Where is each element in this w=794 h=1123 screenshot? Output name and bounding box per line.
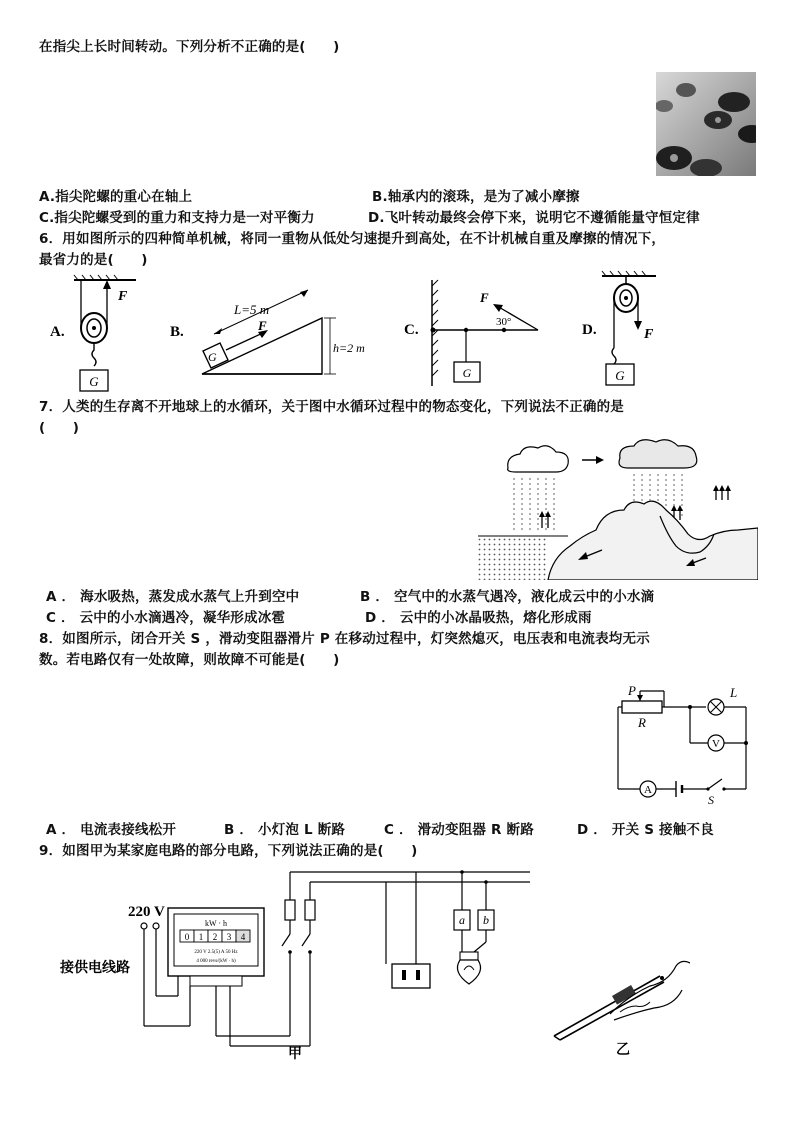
q6b-height-label: h=2 m [333, 341, 365, 355]
home-circuit-figure [40, 866, 690, 1066]
q6a-weight-label: G [89, 374, 99, 389]
q8-r-label: R [638, 715, 646, 730]
q6a-force-label: F [118, 289, 128, 304]
q8-switch-label: S [708, 793, 714, 805]
q6d-label: D. [582, 322, 597, 338]
q7-stem-line2: ( ) [39, 420, 80, 436]
q8-ammeter-label: A [644, 784, 652, 796]
meter-unit-label: kW · h [204, 919, 228, 928]
meter-spec-label: 220 V 2.5(5) A 50 Hz [194, 950, 238, 955]
q6c-label: C. [404, 322, 419, 338]
q8-p-label: P [628, 683, 636, 698]
q6c-weight-label: G [462, 366, 472, 380]
q6c-angle-label: 30° [496, 316, 512, 328]
box-a-label: a [459, 913, 465, 927]
q5-option-c: C.指尖陀螺受到的重力和支持力是一对平衡力 [39, 210, 315, 226]
q6-figure-c [400, 278, 550, 388]
supply-label: 接供电线路 [60, 961, 130, 976]
q6d-force-label: F [644, 327, 654, 342]
q7-stem-line1: 7．人类的生存离不开地球上的水循环，关于图中水循环过程中的物态变化，下列说法不正确的是 [39, 399, 624, 415]
q7-option-c: C ． 云中的小水滴遇冷，凝华形成冰雹 [46, 610, 286, 626]
q7-option-b: B ． 空气中的水蒸气遇冷，液化成云中的小水滴 [360, 589, 655, 605]
q6b-force-label: F [258, 318, 267, 333]
q8-voltmeter-label: V [712, 738, 720, 750]
q8-lamp-label: L [730, 685, 738, 700]
meter-digit-5: 4 [240, 932, 246, 942]
q6-figure-d [580, 270, 690, 390]
q6-figure-a [46, 274, 150, 394]
q6b-length-label: L=5 m [234, 302, 270, 317]
voltage-label: 220 V [128, 904, 165, 920]
q5-option-b: B.轴承内的滚珠，是为了减小摩擦 [372, 189, 580, 205]
meter-digit-1: 0 [184, 932, 190, 942]
q5-stem: 在指尖上长时间转动。下列分析不正确的是( ) [39, 39, 340, 55]
q8-stem-line1: 8．如图所示，闭合开关 S ，滑动变阻器滑片 P 在移动过程中，灯突然熄灭，电压表和电流表均无示 [39, 631, 650, 647]
q6-figure-b [170, 282, 380, 382]
figure-yi-label: 乙 [616, 1043, 630, 1058]
q8-option-d: D ． 开关 S 接触不良 [577, 822, 714, 838]
q8-circuit-diagram [612, 683, 762, 805]
q6-stem-line1: 6．用如图所示的四种简单机械，将同一重物从低处匀速提升到高处，在不计机械自重及摩擦的情况下， [39, 231, 666, 247]
meter-digit-4: 3 [226, 932, 232, 942]
q7-option-d: D ． 云中的小冰晶吸热，熔化形成雨 [365, 610, 592, 626]
q6-stem-line2: 最省力的是( ) [39, 252, 148, 268]
q8-option-b: B ． 小灯泡 L 断路 [224, 822, 346, 838]
meter-digit-2: 1 [198, 932, 204, 942]
figure-jia-label: 甲 [288, 1047, 302, 1062]
q6d-weight-label: G [615, 368, 625, 383]
q7-option-a: A ． 海水吸热，蒸发成水蒸气上升到空中 [46, 589, 300, 605]
meter-constant-label: 4 000 revs/(kW · h) [196, 959, 236, 964]
water-cycle-figure [478, 438, 758, 580]
q6a-label: A. [50, 324, 65, 340]
q6b-weight-label: G [208, 350, 217, 364]
q5-option-d: D.飞叶转动最终会停下来，说明它不遵循能量守恒定律 [368, 210, 700, 226]
q6b-label: B. [170, 324, 184, 340]
q9-stem: 9．如图甲为某家庭电路的部分电路，下列说法正确的是( ) [39, 843, 418, 859]
q8-option-a: A ． 电流表接线松开 [46, 822, 177, 838]
meter-digit-3: 2 [212, 932, 218, 942]
box-b-label: b [483, 913, 489, 927]
q6c-force-label: F [480, 290, 489, 305]
q8-stem-line2: 数。若电路仅有一处故障，则故障不可能是( ) [39, 652, 340, 668]
q8-option-c: C ． 滑动变阻器 R 断路 [384, 822, 534, 838]
fidget-spinner-photo [656, 72, 756, 176]
q5-option-a: A.指尖陀螺的重心在轴上 [39, 189, 193, 205]
